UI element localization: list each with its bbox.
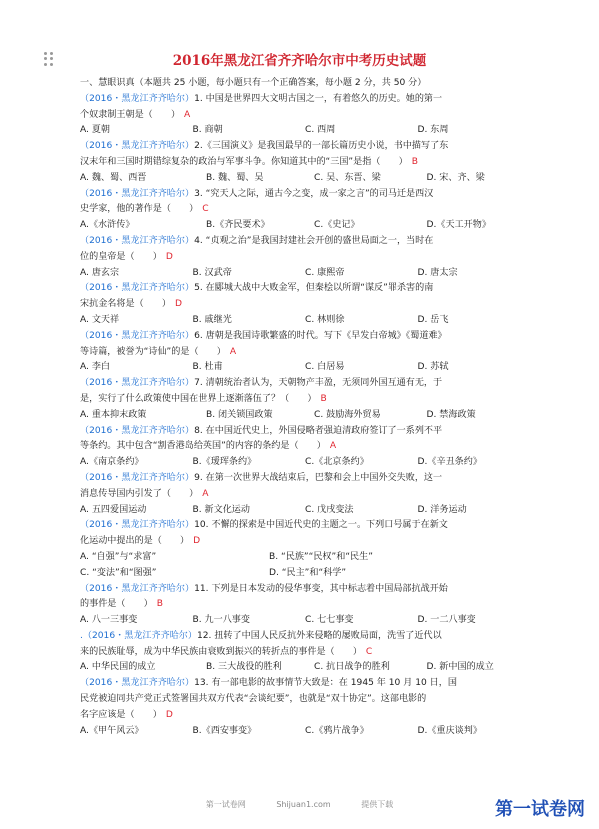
question-10: （2016・黑龙江齐齐哈尔）10. 不懈的探索是中国近代史的主题之一。下列口号属于在新文 <box>80 520 448 531</box>
option: C.《史记》 <box>314 220 360 231</box>
option: A. 唐玄宗 <box>80 267 120 278</box>
source-tag: （2016・黑龙江齐齐哈尔） <box>80 188 195 199</box>
option: B. 魏、蜀、吴 <box>206 172 264 183</box>
options-row <box>80 724 530 740</box>
option: D.《辛丑条约》 <box>417 457 482 468</box>
options-row <box>80 503 530 519</box>
options-row <box>80 566 530 582</box>
option: A. 魏、蜀、西晋 <box>80 172 147 183</box>
option: B.《齐民要术》 <box>206 220 270 231</box>
option: C. “变法”和“图强” <box>80 567 157 578</box>
option: C.《鸦片战争》 <box>305 725 369 736</box>
options-row <box>80 613 530 629</box>
source-tag: （2016・黑龙江齐齐哈尔） <box>80 425 195 436</box>
option: B. 杜甫 <box>192 362 223 373</box>
source-tag: .（2016・黑龙江齐齐哈尔） <box>80 630 197 641</box>
option: B. 九一八事变 <box>192 615 250 626</box>
question-5: （2016・黑龙江齐齐哈尔）5. 在郾城大战中大败金军，但秦桧以所谓“谋反”罪杀害的南 <box>80 283 434 294</box>
options-row <box>80 408 530 424</box>
answer-mark: D <box>193 536 201 547</box>
answer-mark: C <box>202 204 209 215</box>
answer-mark: C <box>365 646 373 657</box>
footer-site-url[interactable]: Shijuan1.com <box>276 800 331 809</box>
option: A.《南京条约》 <box>80 457 144 468</box>
option: A. 中华民国的成立 <box>80 662 156 673</box>
source-tag: （2016・黑龙江齐齐哈尔） <box>80 583 195 594</box>
option: C. 吴、东晋、梁 <box>314 172 381 183</box>
option: D. “民主”和“科学” <box>269 567 347 578</box>
option: C. 鼓励海外贸易 <box>314 409 381 420</box>
footer-download-text: 提供下载 <box>361 800 394 809</box>
answer-mark: A <box>184 109 191 120</box>
answer-mark: D <box>165 709 173 720</box>
source-tag: （2016・黑龙江齐齐哈尔） <box>80 472 195 483</box>
option: A.《甲午风云》 <box>80 725 144 736</box>
options-row <box>80 218 530 234</box>
source-tag: （2016・黑龙江齐齐哈尔） <box>80 378 195 389</box>
option: A. 重本抑末政策 <box>80 409 147 420</box>
source-tag: （2016・黑龙江齐齐哈尔） <box>80 141 195 152</box>
question-3: （2016・黑龙江齐齐哈尔）3. “究天人之际，通古今之变，成一家之言”的司马迁是西汉 <box>80 188 434 199</box>
question-2: （2016・黑龙江齐齐哈尔）2.《三国演义》是我国最早的一部长篇历史小说，书中描写了东 <box>80 141 449 152</box>
options-row <box>80 360 530 376</box>
source-tag: （2016・黑龙江齐齐哈尔） <box>80 283 195 294</box>
option: D. 一二八事变 <box>417 615 476 626</box>
question-4: （2016・黑龙江齐齐哈尔）4. “贞观之治”是我国封建社会开创的盛世局面之一，当时在 <box>80 235 434 246</box>
question-6: （2016・黑龙江齐齐哈尔）6. 唐朝是我国诗歌繁盛的时代。写下《早发白帝城》《蜀道难》 <box>80 330 447 341</box>
answer-mark: B <box>411 156 418 167</box>
source-tag: （2016・黑龙江齐齐哈尔） <box>80 235 195 246</box>
option: D. 新中国的成立 <box>426 662 494 673</box>
option: C. 西周 <box>305 125 336 136</box>
options-row <box>80 313 530 329</box>
option: D.《重庆谈判》 <box>417 725 482 736</box>
question-8: （2016・黑龙江齐齐哈尔）8. 在中国近代史上，外国侵略者强迫清政府签订了一系列不平 <box>80 425 443 436</box>
option: C. 抗日战争的胜利 <box>314 662 390 673</box>
page-title: 2016年黑龙江省齐齐哈尔市中考历史试题 <box>172 53 427 69</box>
option: B. 三大战役的胜利 <box>206 662 282 673</box>
footer-site-name: 第一试卷网 <box>205 800 246 809</box>
answer-mark: D <box>165 251 173 262</box>
option: A. 八一三事变 <box>80 615 138 626</box>
option: B.《西安事变》 <box>192 725 257 736</box>
question-1: （2016・黑龙江齐齐哈尔）1. 中国是世界四大文明古国之一，有着悠久的历史。她的第一 <box>80 93 443 104</box>
option: B. “民族”“民权”和“民生” <box>269 551 373 562</box>
source-tag: （2016・黑龙江齐齐哈尔） <box>80 678 195 689</box>
options-row <box>80 550 530 566</box>
option: A. 夏朝 <box>80 125 111 136</box>
answer-mark: D <box>174 299 182 310</box>
option: B. 商朝 <box>192 125 223 136</box>
question-13: （2016・黑龙江齐齐哈尔）13. 有一部电影的故事情节大致是：在 1945 年 10 月 10 日，国 <box>80 678 457 689</box>
options-row <box>80 123 530 139</box>
options-row <box>80 171 530 187</box>
option: A. 五四爱国运动 <box>80 504 147 515</box>
option: B. 戚继光 <box>192 314 232 325</box>
question-11: （2016・黑龙江齐齐哈尔）11. 下列是日本发动的侵华事变，其中标志着中国局部抗战开始 <box>80 583 448 594</box>
option: A. 文天祥 <box>80 314 120 325</box>
option: D. 东周 <box>417 125 449 136</box>
source-tag: （2016・黑龙江齐齐哈尔） <box>80 520 195 531</box>
option: B. 汉武帝 <box>192 267 232 278</box>
question-12: .（2016・黑龙江齐齐哈尔）12. 扭转了中国人民反抗外来侵略的屡败局面，洗雪了近代以 <box>80 630 442 641</box>
option: D.《天工开物》 <box>426 220 491 231</box>
option: B. 闭关锁国政策 <box>206 409 273 420</box>
option: D. 苏轼 <box>417 362 449 373</box>
answer-mark: A <box>229 346 237 357</box>
options-row <box>80 455 530 471</box>
option: D. 唐太宗 <box>417 267 458 278</box>
option: D. 禁海政策 <box>426 409 476 420</box>
question-9: （2016・黑龙江齐齐哈尔）9. 在第一次世界大战结束后，巴黎和会上中国外交失败，这一 <box>80 472 443 483</box>
option: D. 岳飞 <box>417 314 449 325</box>
source-tag: （2016・黑龙江齐齐哈尔） <box>80 330 195 341</box>
option: C. 戊戌变法 <box>305 504 354 515</box>
option: A.《水浒传》 <box>80 220 135 231</box>
option: B.《瑷珲条约》 <box>192 457 257 468</box>
option: C.《北京条约》 <box>305 457 369 468</box>
option: D. 洋务运动 <box>417 504 467 515</box>
question-7: （2016・黑龙江齐齐哈尔）7. 清朝统治者认为，天朝物产丰盈，无须同外国互通有无，于 <box>80 378 443 389</box>
option: D. 宋、齐、梁 <box>426 172 485 183</box>
option: C. 林则徐 <box>305 314 345 325</box>
option: A. 李白 <box>80 362 111 373</box>
answer-mark: B <box>320 393 327 404</box>
answer-mark: B <box>156 599 164 610</box>
option: B. 新文化运动 <box>192 504 250 515</box>
options-row <box>80 266 530 282</box>
answer-mark: A <box>329 441 337 452</box>
option: C. 白居易 <box>305 362 345 373</box>
source-tag: （2016・黑龙江齐齐哈尔） <box>80 93 195 104</box>
option: C. 七七事变 <box>305 615 354 626</box>
section-heading: 一、慧眼识真（本题共 25 小题，每小题只有一个正确答案，每小题 2 分，共 50 分） <box>80 78 427 88</box>
options-row <box>80 660 530 676</box>
option: C. 康熙帝 <box>305 267 345 278</box>
question-list: 一、慧眼识真（本题共 25 小题，每小题只有一个正确答案，每小题 2 分，共 50 分） （2016・黑龙江齐齐哈尔）1. 中国是世界四大文明古国之一，有着悠久的历史。她的第一 个奴隶制王朝是（ ） A A. 夏朝 B. 商朝 C. 西周 D. 东周 （2016・黑龙江齐齐哈尔）2.《三国演义》是我国最早的一部长篇历史小说，书中描写了东 汉末年和三国时期错综复杂的政治与军事斗争。你知道其中的“三国”是指（ ） B A. 魏、蜀、西晋 B. 魏、蜀、吴 C. 吴、东晋、梁 D. 宋、齐、梁 （2016・黑龙江齐齐哈尔）3. “究天人之际，通古今之变，成一家之言”的司马迁是西汉 史学家，他的著作是（ ） C A.《水浒传》 B.《齐民要术》 C.《史记》 D.《天工开物》 （2016・黑龙江齐齐哈尔）4. “贞观之治”是我国封建社会开创的盛世局面之一，当时在 位的皇帝是（ ） D A. 唐玄宗 B. 汉武帝 C. 康熙帝 D. 唐太宗 （2016・黑龙江齐齐哈尔）5. 在郾城大战中大败金军，但秦桧以所谓“谋反”罪杀害的南 宋抗金名将是（ ） D A. 文天祥 B. 戚继光 C. 林则徐 D. 岳飞 （2016・黑龙江齐齐哈尔）6. 唐朝是我国诗歌繁盛的时代。写下《早发白帝城》《蜀道难》 等诗篇，被誉为“诗仙”的是（ ） A A. 李白 B. 杜甫 C. 白居易 D. 苏轼 （2016・黑龙江齐齐哈尔）7. 清朝统治者认为，天朝物产丰盈，无须同外国互通有无，于 是，实行了什么政策使中国在世界上逐渐落伍了？（ ） B A. 重本抑末政策 B. 闭关锁国政策 C. 鼓励海外贸易 D. 禁海政策 （2016・黑龙江齐齐哈尔）8. 在中国近代史上，外国侵略者强迫清政府签订了一系列不平 等条约。其中包含“割香港岛给英国”的内容的条约是（ ） A A.《南京条约》 B.《瑷珲条约》 C.《北京条约》 D.《辛丑条约》 （2016・黑龙江齐齐哈尔）9. 在第一次世界大战结束后，巴黎和会上中国外交失败，这一 消息传导国内引发了（ ） A A. 五四爱国运动 B. 新文化运动 C. 戊戌变法 D. 洋务运动 （2016・黑龙江齐齐哈尔）10. 不懈的探索是中国近代史的主题之一。下列口号属于在新文 化运动中提出的是（ ） D A. “自强”与“求富” B. “民族”“民权”和“民生” C. “变法”和“图强” D. “民主”和“科学” （2016・黑龙江齐齐哈尔）11. 下列是日本发动的侵华事变，其中标志着中国局部抗战开始 的事件是（ ） B A. 八一三事变 B. 九一八事变 C. 七七事变 D. 一二八事变 .（2016・黑龙江齐齐哈尔）12. 扭转了中国人民反抗外来侵略的屡败局面，洗雪了近代以 来的民族耻辱，成为中华民族由衰败到振兴的转折点的事件是（ ） C A. 中华民国的成立 B. 三大战役的胜利 C. 抗日战争的胜利 D. 新中国的成立 （2016・黑龙江齐齐哈尔）13. 有一部电影的故事情节大致是：在 1945 年 10 月 10 日，国 民党被迫同共产党正式签署国共双方代表“会谈纪要”，也就是“双十协定”。这部电影的 名字应该是（ ） D A.《甲午风云》 B.《西安事变》 C.《鸦片战争》 D.《重庆谈判》 <box>80 76 530 739</box>
answer-mark: A <box>202 488 209 499</box>
brand-watermark: 第一试卷网 <box>495 799 585 820</box>
option: A. “自强”与“求富” <box>80 551 157 562</box>
